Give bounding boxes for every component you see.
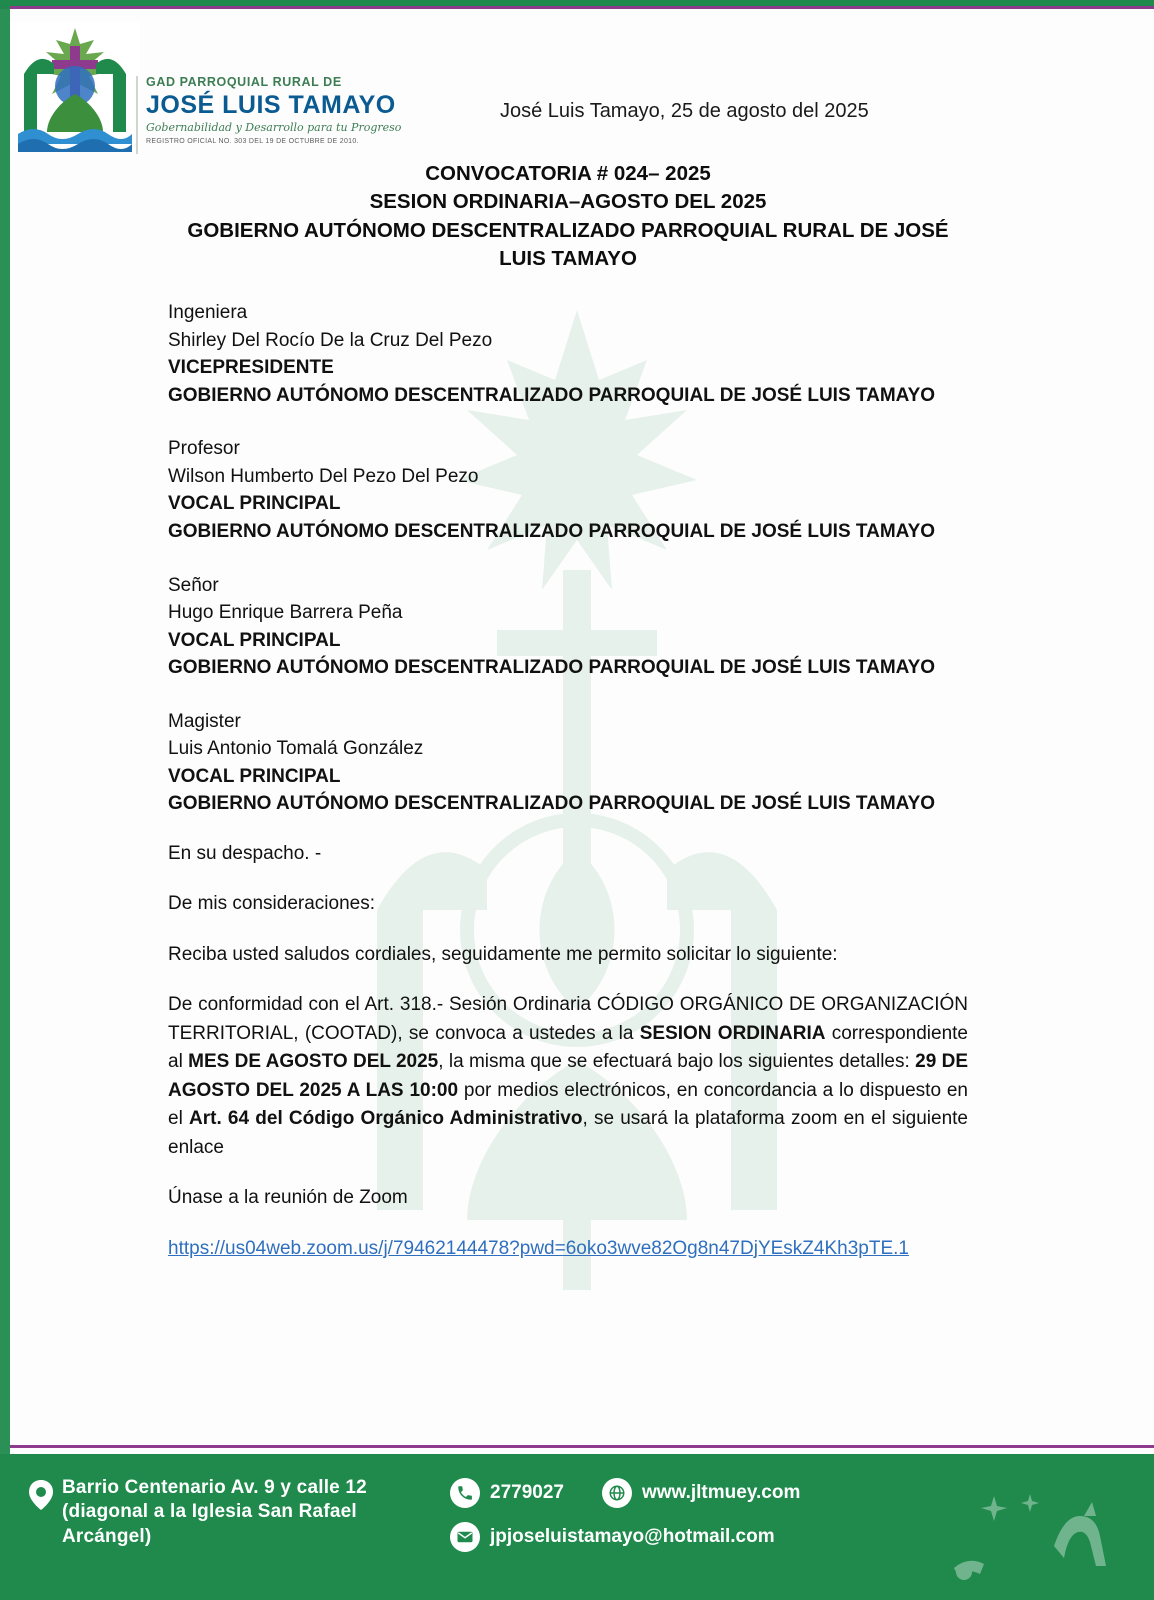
main-text-3: , la misma que se efectuará bajo los siguientes detalles: — [438, 1051, 916, 1073]
despacho-line: En su despacho. - — [168, 842, 322, 864]
recipient-salutation: Magister — [168, 710, 241, 732]
zoom-meeting-link[interactable]: https://us04web.zoom.us/j/79462144478?pwd=6oko3wve82Og8n47DjYEskZ4Kh3pTE.1 — [168, 1237, 909, 1259]
recipient-entity: GOBIERNO AUTÓNOMO DESCENTRALIZADO PARROQUIAL DE JOSÉ LUIS TAMAYO — [168, 384, 936, 406]
brand-name: JOSÉ LUIS TAMAYO — [146, 90, 396, 119]
document-header — [0, 14, 1154, 159]
recipient-role: VOCAL PRINCIPAL — [168, 765, 341, 787]
recipient-name: Shirley Del Rocío De la Cruz Del Pezo — [168, 329, 493, 351]
globe-icon — [602, 1478, 632, 1508]
recipient-salutation: Ingeniera — [168, 302, 248, 324]
title-line-2: SESION ORDINARIA–AGOSTO DEL 2025 — [369, 190, 767, 214]
main-paragraph — [168, 991, 968, 1162]
recipient-entity: GOBIERNO AUTÓNOMO DESCENTRALIZADO PARROQUIAL DE JOSÉ LUIS TAMAYO — [168, 793, 936, 815]
brand-divider — [136, 76, 138, 154]
greeting-paragraph: Reciba usted saludos cordiales, seguidamente me permito solicitar lo siguiente: — [168, 943, 838, 965]
recipient-salutation: Señor — [168, 574, 219, 596]
footer-purple-rule — [10, 1445, 1154, 1448]
left-green-bar — [0, 0, 10, 1600]
main-bold-2: MES DE AGOSTO DEL 2025 — [188, 1051, 439, 1073]
top-purple-rule — [0, 6, 1154, 9]
recipient-role: VOCAL PRINCIPAL — [168, 493, 341, 515]
recipient-name: Hugo Enrique Barrera Peña — [168, 602, 403, 624]
recipient-block — [168, 572, 968, 682]
map-pin-icon — [28, 1480, 54, 1510]
footer-phone-text: 2779027 — [490, 1482, 564, 1503]
recipient-block — [168, 708, 968, 818]
recipient-name: Luis Antonio Tomalá González — [168, 738, 424, 760]
footer-phone-row — [450, 1478, 800, 1508]
recipient-entity: GOBIERNO AUTÓNOMO DESCENTRALIZADO PARROQUIAL DE JOSÉ LUIS TAMAYO — [168, 520, 936, 542]
dateline: José Luis Tamayo, 25 de agosto del 2025 — [500, 100, 869, 122]
title-line-3: GOBIERNO AUTÓNOMO DESCENTRALIZADO PARROQUIAL RURAL DE JOSÉ LUIS TAMAYO — [187, 218, 949, 270]
recipient-role: VOCAL PRINCIPAL — [168, 629, 341, 651]
recipient-salutation: Profesor — [168, 438, 240, 460]
recipient-role: VICEPRESIDENTE — [168, 357, 334, 379]
recipient-block — [168, 299, 968, 409]
brand-block — [146, 76, 406, 145]
main-text-5: , se usará la plataforma zoom en el siguiente enlace — [168, 1108, 968, 1158]
footer-address-text: Barrio Centenario Av. 9 y calle 12 (diagonal a la Iglesia San Rafael Arcángel) — [62, 1477, 367, 1547]
footer-decoration-icon — [934, 1476, 1124, 1596]
consideraciones-line: De mis consideraciones: — [168, 893, 375, 915]
footer-website-text[interactable]: www.jltmuey.com — [641, 1482, 801, 1503]
phone-icon — [450, 1478, 480, 1508]
title-line-1: CONVOCATORIA # 024– 2025 — [425, 162, 711, 185]
footer-phone-web-column — [450, 1476, 800, 1566]
main-text-1: De conformidad con el Art. 318.- Sesión Ordinaria CÓDIGO ORGÁNICO DE ORGANIZACIÓN TERRITORIAL, (COOTAD), se convoca a ustedes a la — [168, 994, 968, 1044]
footer-email-text[interactable]: jpjoseluistamayo@hotmail.com — [490, 1526, 775, 1547]
brand-small-text: GAD PARROQUIAL RURAL DE — [146, 75, 342, 89]
main-text-2: correspondiente al — [168, 1022, 968, 1073]
recipient-entity: GOBIERNO AUTÓNOMO DESCENTRALIZADO PARROQUIAL DE JOSÉ LUIS TAMAYO — [168, 657, 936, 679]
main-bold-3: 29 DE AGOSTO DEL 2025 A LAS 10:00 — [168, 1051, 968, 1101]
footer-email-row — [450, 1522, 800, 1552]
zoom-join-label: Únase a la reunión de Zoom — [168, 1187, 408, 1209]
brand-registry: REGISTRO OFICIAL NO. 303 DEL 19 DE OCTUBRE DE 2010. — [146, 138, 359, 145]
page-title — [168, 160, 968, 273]
envelope-icon — [450, 1522, 480, 1552]
coat-of-arms-icon — [10, 22, 140, 152]
document-body — [168, 160, 968, 1262]
brand-slogan: Gobernabilidad y Desarrollo para tu Progreso — [146, 121, 402, 134]
main-bold-4: Art. 64 del Código Orgánico Administrativo — [189, 1108, 583, 1130]
main-text-4: por medios electrónicos, en concordancia a lo dispuesto en el — [168, 1079, 968, 1130]
recipient-name: Wilson Humberto Del Pezo Del Pezo — [168, 465, 479, 487]
recipient-block — [168, 435, 968, 545]
footer-address-block — [28, 1476, 432, 1549]
document-footer — [0, 1454, 1154, 1600]
main-bold-1: SESION ORDINARIA — [639, 1022, 826, 1044]
